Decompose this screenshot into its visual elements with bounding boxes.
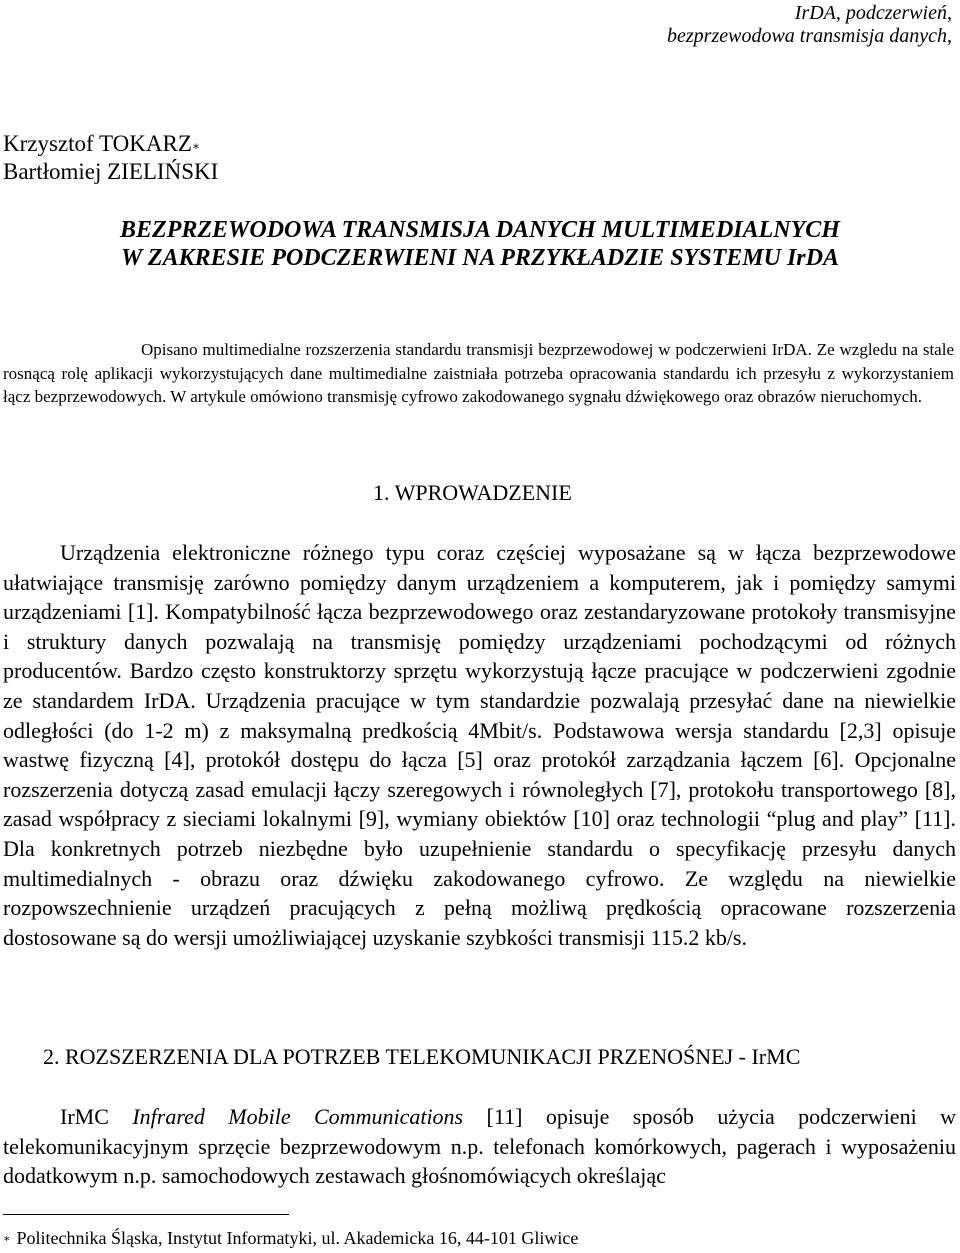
footnote-divider: [3, 1214, 289, 1215]
footnote: [3, 1227, 578, 1249]
title-line-1: BEZPRZEWODOWA TRANSMISJA DANYCH MULTIMEDIALNYCH: [120, 217, 840, 243]
section-2-paragraph: [3, 1102, 956, 1191]
keywords-line-1: IrDA, podczerwień,: [794, 2, 952, 24]
section-2-heading: 2. ROZSZERZENIA DLA POTRZEB TELEKOMUNIKACJI PRZENOŚNEJ - IrMC: [43, 1044, 801, 1069]
author-1-name: Krzysztof TOKARZ: [3, 131, 192, 156]
paper-title: [0, 216, 960, 272]
author-1: [3, 130, 218, 158]
section-1-paragraph: Urządzenia elektroniczne różnego typu coraz częściej wyposażane są w łącza bezprzewodowe ułatwiające transmisję zarówno pomiędzy danym urządzeniem a komputerem, jak i pomiędzy samymi urządzeniami [1]. Kompatybilność łącza bezprzewodowego oraz zestandaryzowane protokoły transmisyjne i struktury danych pozwalają na transmisję pomiędzy urządzeniami pochodzącymi od różnych producentów. Bardzo często konstruktorzy sprzętu wykorzystują łącze pracujące w podczerwieni zgodnie ze standardem IrDA. Urządzenia pracujące w tym standardzie pozwalają przesyłać dane na niewielkie odległości (do 1-2 m) z maksymalną predkością 4Mbit/s. Podstawowa wersja standardu [2,3] opisuje wastwę fizyczną [4], protokół dostępu do łącza [5] oraz protokół zarządzania łączem [6]. Opcjonalne rozszerzenia dotyczą zasad emulacji łączy szeregowych i równoległych [7], protokołu transportowego [8], zasad współpracy z sieciami lokalnymi [9], wymiany obiektów [10] oraz technologii “plug and play” [11]. Dla konkretnych potrzeb niezbędne było uzupełnienie standardu o specyfikację przesyłu danych multimedialnych - obrazu oraz dźwięku zakodowanego cyfrowo. Ze względu na niewielkie rozpowszechnienie urządzeń pracujących z pełną możliwą prędkością opracowane rozszerzenia dostosowane są do wersji umożliwiającej uzyskanie szybkości transmisji 115.2 kb/s.: [3, 540, 956, 950]
title-line-2: W ZAKRESIE PODCZERWIENI NA PRZYKŁADZIE SYSTEMU IrDA: [121, 245, 839, 271]
footnote-text: Politechnika Śląska, Instytut Informatyki, ul. Akademicka 16, 44-101 Gliwice: [16, 1228, 579, 1248]
author-1-footnote-mark: ∗: [191, 139, 201, 153]
abstract-text: Opisano multimedialne rozszerzenia standardu transmisji bezprzewodowej w podczerwieni IrDA. Ze wzgledu na stale rosnącą rolę aplikacji wykorzystujących dane multimedialne zaistniała potrzeba opracowania standardu ich przesyłu z wykorzystaniem łącz bezprzewodowych. W artykule omówiono transmisję cyfrowo zakodowanego sygnału dźwiękowego oraz obrazów nieruchomych.: [3, 340, 954, 406]
section-2-lead-italic: Infrared Mobile Communications: [132, 1104, 464, 1129]
section-2-paragraph-rest: [11] opisuje sposób użycia podczerwieni w telekomunikacyjnym sprzęcie bezprzewodowym n.p. telefonach komórkowych, pagerach i wyposażeniu dodatkowym n.p. samochodowych zestawach głośnomówiących określając: [3, 1104, 956, 1189]
keywords: [532, 2, 952, 48]
author-2: Bartłomiej ZIELIŃSKI: [3, 159, 219, 184]
section-2-lead: IrMC: [60, 1104, 133, 1129]
section-1-heading: 1. WPROWADZENIE: [373, 480, 572, 505]
keywords-line-2: bezprzewodowa transmisja danych,: [667, 25, 952, 47]
authors: [3, 130, 218, 186]
abstract: [3, 338, 954, 409]
footnote-mark: ∗: [3, 1233, 11, 1245]
